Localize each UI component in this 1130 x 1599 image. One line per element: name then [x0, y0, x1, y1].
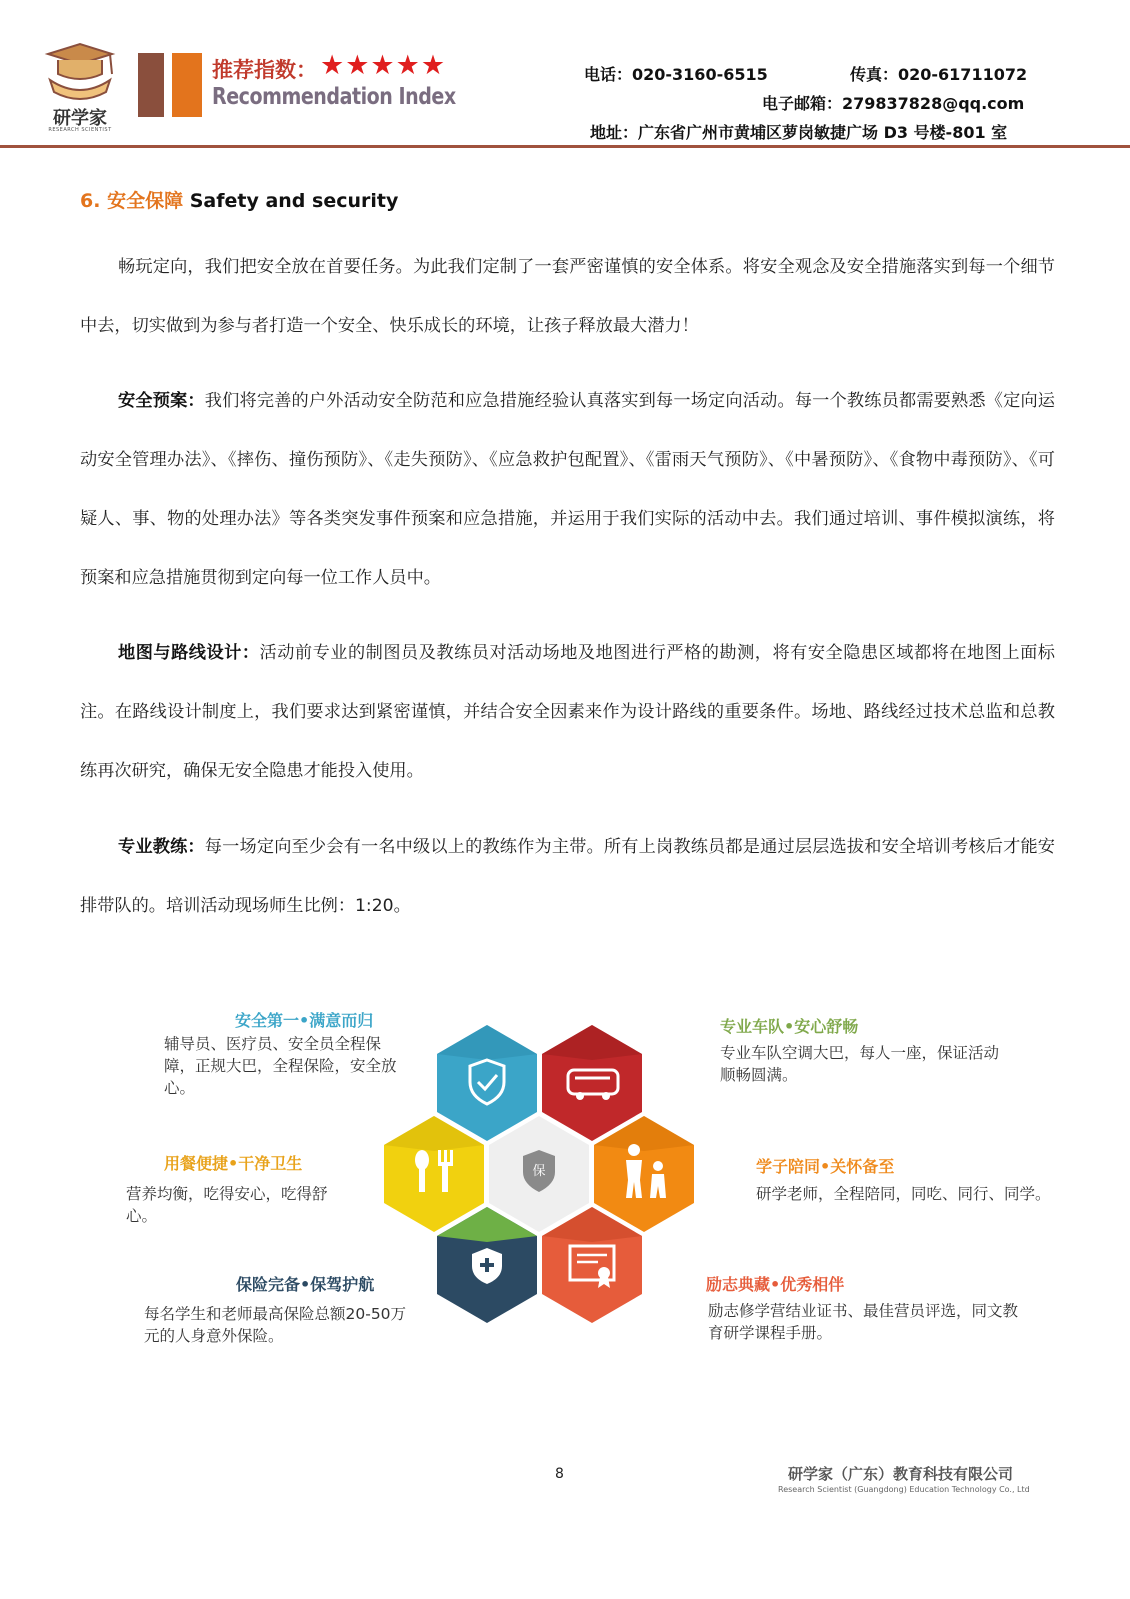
hex-safety — [437, 1025, 537, 1141]
label-safety-plan: 安全预案： — [118, 391, 205, 411]
hex-center — [489, 1116, 589, 1232]
hex-company — [594, 1116, 694, 1232]
info-desc-honor: 励志修学营结业证书、最佳营员评选，同文教育研学课程手册。 — [708, 1302, 1019, 1342]
text-coach: 每一场定向至少会有一名中级以上的教练作为主带。所有上岗教练员都是通过层层选拔和安全培训考核后才能安排带队的。培训活动现场师生比例：1:20。 — [80, 837, 1055, 916]
info-title-honor: 励志典藏•优秀相伴 — [706, 1275, 845, 1294]
hex-meal — [384, 1116, 484, 1232]
contact-phone: 电话：020-3160-6515 — [584, 65, 768, 84]
info-title-safety: 安全第一•满意而归 — [235, 1011, 374, 1030]
section-heading — [80, 186, 398, 213]
logo-text: 研学家 — [53, 108, 107, 129]
page-number: 8 — [555, 1466, 564, 1482]
paragraph-safety-plan — [80, 372, 1055, 608]
info-desc-bus: 专业车队空调大巴，每人一座，保证活动顺畅圆满。 — [720, 1044, 1000, 1084]
logo-subtitle: RESEARCH SCIENTIST — [48, 127, 112, 133]
section-title-cn: 安全保障 — [107, 190, 184, 212]
contact-fax: 传真：020-61711072 — [850, 65, 1028, 84]
hex-honor — [542, 1207, 642, 1323]
brand-bar-orange — [172, 53, 202, 117]
info-title-bus: 专业车队•安心舒畅 — [720, 1017, 859, 1036]
info-desc-company: 研学老师，全程陪同，同吃、同行、同学。 — [756, 1185, 1051, 1203]
info-title-insure: 保险完备•保驾护航 — [236, 1275, 375, 1294]
recommendation-stars: ★★★★★ — [320, 50, 447, 81]
safety-infographic — [370, 1020, 730, 1330]
contact-address: 地址：广东省广州市黄埔区萝岗敏捷广场 D3 号楼-801 室 — [590, 123, 1008, 142]
footer-company-cn: 研学家（广东）教育科技有限公司 — [788, 1465, 1014, 1483]
header-divider — [0, 145, 1130, 148]
hex-insure — [437, 1207, 537, 1323]
label-map-route: 地图与路线设计： — [118, 643, 260, 663]
info-title-company: 学子陪同•关怀备至 — [756, 1157, 895, 1176]
paragraph-coach — [80, 818, 1055, 936]
info-title-meal: 用餐便捷•干净卫生 — [164, 1154, 303, 1173]
info-desc-safety: 辅导员、医疗员、安全员全程保障，正规大巴，全程保险，安全放心。 — [164, 1035, 397, 1097]
brand-bar-brown — [138, 53, 164, 117]
info-desc-insure: 每名学生和老师最高保险总额20-50万元的人身意外保险。 — [144, 1305, 407, 1345]
paragraph-map-route — [80, 624, 1055, 801]
section-title-en: Safety and security — [189, 190, 399, 212]
center-icon-text: 保 — [532, 1164, 546, 1179]
text-map-route: 活动前专业的制图员及教练员对活动场地及地图进行严格的勘测，将有安全隐患区域都将在地图上面标注。在路线设计制度上，我们要求达到紧密谨慎，并结合安全因素来作为设计路线的重要条件。场地、路线经过技术总监和总教练再次研究，确保无安全隐患才能投入使用。 — [80, 643, 1055, 781]
hex-bus — [542, 1025, 642, 1141]
text-safety-plan: 我们将完善的户外活动安全防范和应急措施经验认真落实到每一场定向活动。每一个教练员都需要熟悉《定向运动安全管理办法》、《摔伤、撞伤预防》、《走失预防》、《应急救护包配置》、《雷雨天气预防》、《中暑预防》、《食物中毒预防》、《可疑人、事、物的处理办法》等各类突发事件预案和应急措施，并运用于我们实际的活动中去。我们通过培训、事件模拟演练，将预案和应急措施贯彻到定向每一位工作人员中。 — [80, 391, 1055, 588]
recommendation-label-cn: 推荐指数： — [212, 58, 317, 82]
contact-email: 电子邮箱：279837828@qq.com — [762, 94, 1025, 113]
footer-company-en: Research Scientist (Guangdong) Education Technology Co., Ltd — [778, 1485, 1030, 1494]
paragraph-intro: 畅玩定向，我们把安全放在首要任务。为此我们定制了一套严密谨慎的安全体系。将安全观念及安全措施落实到每一个细节中去，切实做到为参与者打造一个安全、快乐成长的环境，让孩子释放最大潜力！ — [80, 257, 1055, 336]
label-coach: 专业教练： — [118, 837, 205, 857]
info-desc-meal: 营养均衡，吃得安心，吃得舒心。 — [126, 1185, 328, 1225]
recommendation-label-en: Recommendation Index — [212, 84, 456, 110]
section-number: 6. — [80, 190, 101, 212]
